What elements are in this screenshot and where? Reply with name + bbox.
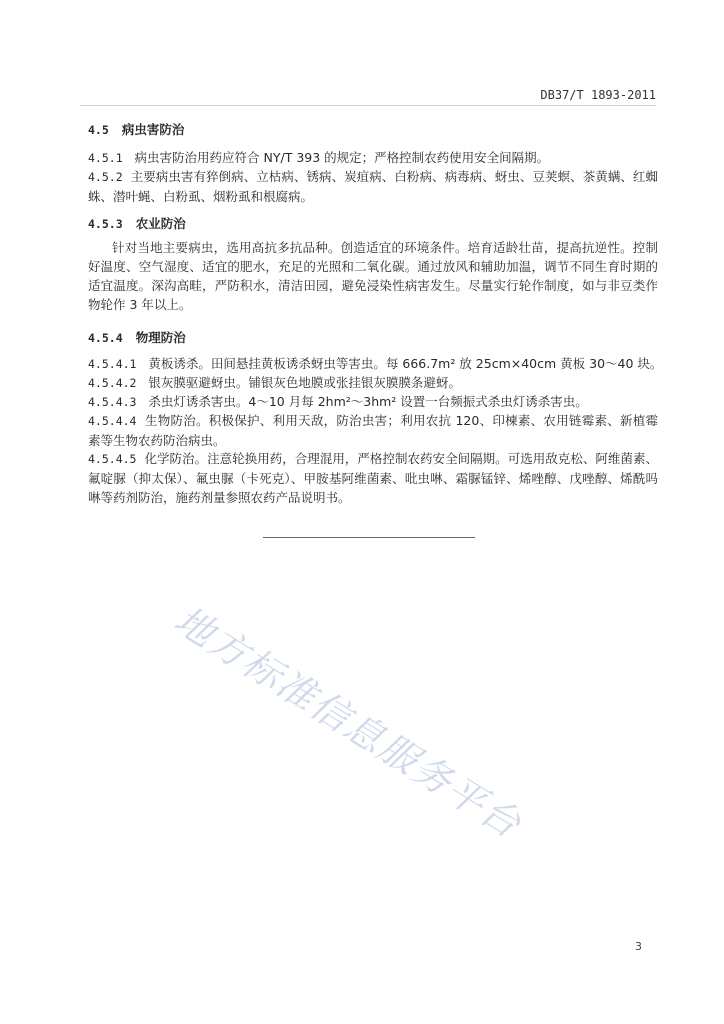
section-title: 农业防治	[135, 216, 186, 231]
section-text: 生物防治。积极保护、利用天敌，防治虫害；利用农抗 120、印楝素、农用链霉素、新植霉素等生物农药防治病虫。	[88, 413, 658, 448]
section-4-5-4-4	[88, 411, 658, 450]
section-number: 4.5.4.5	[88, 452, 137, 466]
section-4-5-2	[88, 167, 658, 206]
section-4-5-heading	[88, 120, 658, 140]
section-number: 4.5.2	[88, 170, 123, 184]
section-4-5-4-3	[88, 392, 658, 412]
section-4-5-3-heading	[88, 214, 658, 234]
section-number: 4.5.4.2	[88, 376, 137, 390]
header-rule	[80, 105, 656, 106]
section-text: 杀虫灯诱杀害虫。4～10 月每 2hm²～3hm² 设置一台频振式杀虫灯诱杀害虫。	[148, 394, 588, 409]
section-text: 银灰膜驱避蚜虫。铺银灰色地膜或张挂银灰膜膜条避蚜。	[148, 375, 461, 390]
section-number: 4.5.4.1	[88, 357, 137, 371]
end-of-text-rule	[263, 537, 475, 538]
section-number: 4.5	[88, 123, 109, 137]
section-number: 4.5.1	[88, 151, 123, 165]
section-number: 4.5.4.3	[88, 395, 137, 409]
section-text: 黄板诱杀。田间悬挂黄板诱杀蚜虫等害虫。每 666.7m² 放 25cm×40cm 黄板 30～40 块。	[148, 356, 663, 371]
section-text: 主要病虫害有猝倒病、立枯病、锈病、炭疽病、白粉病、病毒病、蚜虫、豆荚螟、茶黄螨、红蜘蛛、潜叶蝇、白粉虱、烟粉虱和根腐病。	[88, 169, 658, 204]
section-text: 化学防治。注意轮换用药，合理混用，严格控制农药安全间隔期。可选用敌克松、阿维菌素、氟啶脲（抑太保）、氟虫脲（卡死克）、甲胺基阿维菌素、吡虫啉、霜脲锰锌、烯唑醇、戊唑醇、烯酰吗啉等药剂防治，施药剂量参照农药产品说明书。	[88, 451, 658, 505]
section-4-5-3-paragraph: 针对当地主要病虫，选用高抗多抗品种。创造适宜的环境条件。培育适龄壮苗，提高抗逆性。控制好温度、空气湿度、适宜的肥水，充足的光照和二氧化碳。通过放风和辅助加温，调节不同生育时期的适宜温度。深沟高畦，严防积水，清洁田园，避免浸染性病害发生。尽量实行轮作制度，如与非豆类作物轮作 3 年以上。	[88, 240, 658, 312]
section-4-5-4-5	[88, 449, 658, 507]
section-number: 4.5.4	[88, 331, 123, 345]
section-4-5-1	[88, 148, 658, 168]
watermark: 地方标准信息服务平台	[166, 597, 530, 847]
document-code: DB37/T 1893-2011	[540, 88, 656, 102]
section-4-5-4-1	[88, 354, 663, 374]
section-number: 4.5.3	[88, 217, 123, 231]
section-4-5-4-heading	[88, 328, 658, 348]
page-number: 3	[635, 940, 642, 953]
section-title: 物理防治	[135, 330, 186, 345]
section-number: 4.5.4.4	[88, 414, 137, 428]
section-text: 病虫害防治用药应符合 NY/T 393 的规定；严格控制农药使用安全间隔期。	[134, 150, 550, 165]
section-title: 病虫害防治	[121, 122, 185, 137]
section-4-5-4-2	[88, 373, 658, 393]
